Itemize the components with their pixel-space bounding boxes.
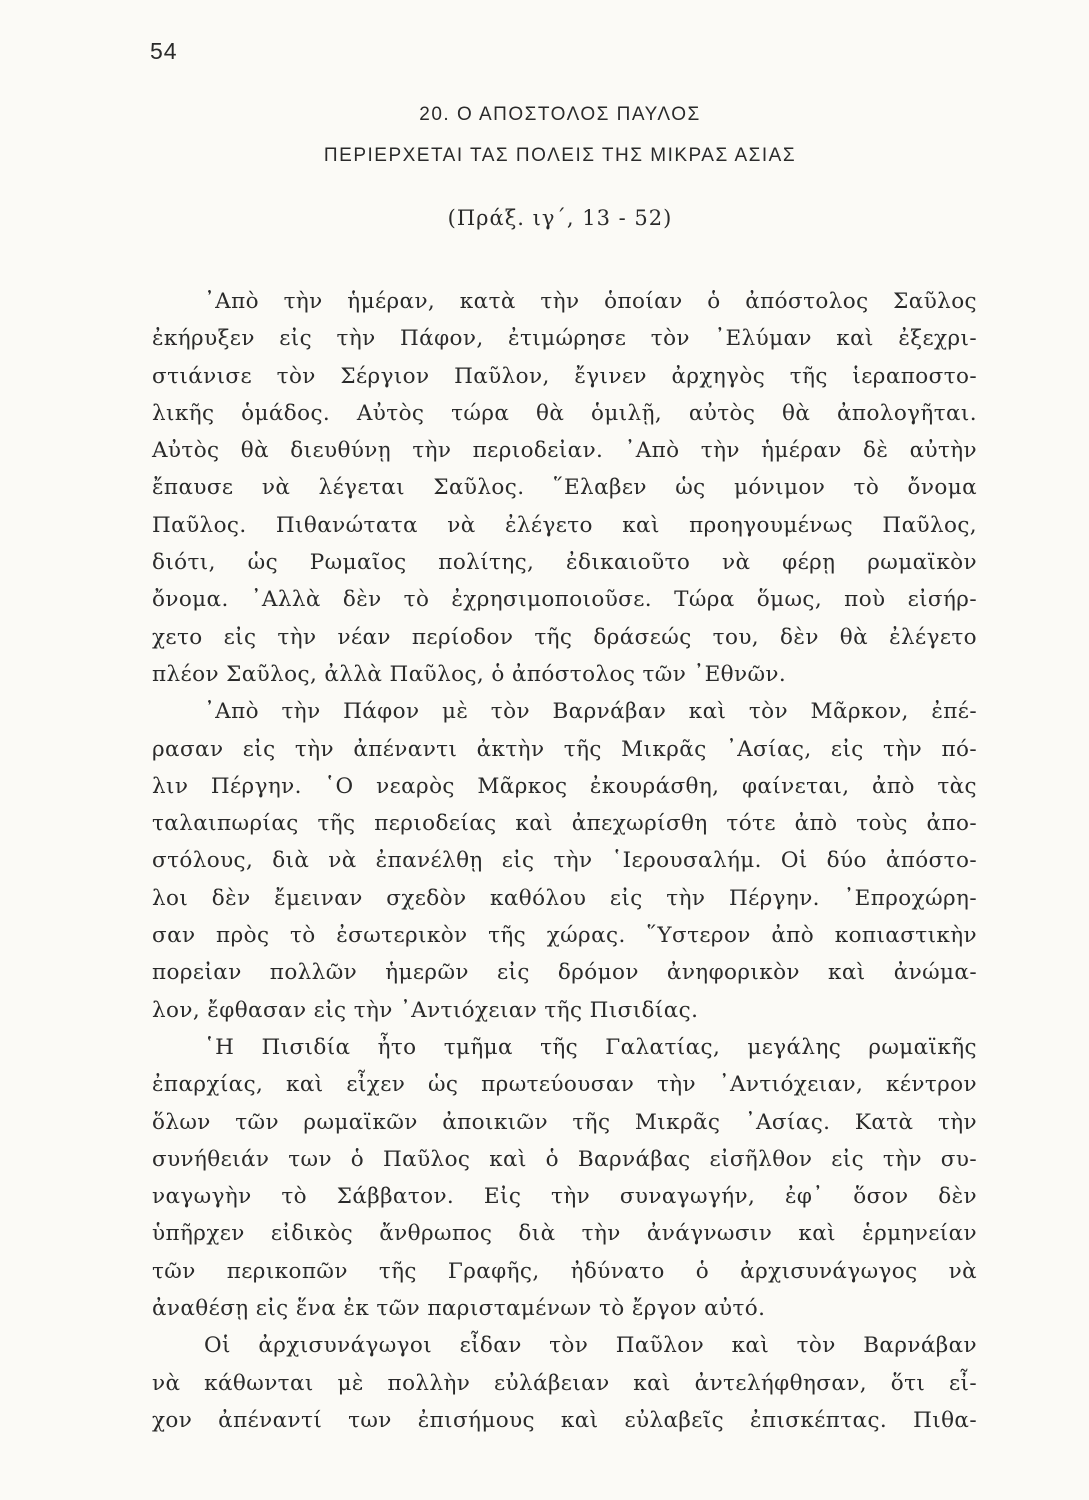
text-line: ταλαιπωρίας τῆς περιοδείας καὶ ἀπεχωρίσθη τότε ἀπὸ τοὺς ἀπο- bbox=[152, 811, 977, 837]
text-line: ἀναθέσῃ εἰς ἕνα ἐκ τῶν παρισταμένων τὸ ἔργον αὐτό. bbox=[152, 1296, 766, 1322]
text-line: χετο εἰς τὴν νέαν περίοδον τῆς δράσεώς του, δὲν θὰ ἐλέγετο bbox=[152, 624, 977, 650]
text-line: ᾿Απὸ τὴν Πάφον μὲ τὸν Βαρνάβαν καὶ τὸν Μᾶρκον, ἐπέ- bbox=[204, 699, 977, 725]
scripture-reference: (Πράξ. ιγ΄, 13 - 52) bbox=[447, 206, 673, 230]
text-line: πλέον Σαῦλος, ἀλλὰ Παῦλος, ὁ ἀπόστολος τῶν ᾿Εθνῶν. bbox=[152, 661, 787, 687]
text-line: συνήθειάν των ὁ Παῦλος καὶ ὁ Βαρνάβας εἰσῆλθον εἰς τὴν συ- bbox=[152, 1146, 977, 1172]
text-line: χον ἀπέναντί των ἐπισήμους καὶ εὐλαβεῖς ἐπισκέπτας. Πιθα- bbox=[152, 1407, 977, 1433]
text-line: ὄνομα. ᾿Αλλὰ δὲν τὸ ἐχρησιμοποιοῦσε. Τώρα ὅμως, ποὺ εἰσήρ- bbox=[152, 587, 977, 613]
text-line: ἐπαρχίας, καὶ εἶχεν ὡς πρωτεύουσαν τὴν ᾿Αντιόχειαν, κέντρον bbox=[152, 1072, 977, 1098]
text-line: νὰ κάθωνται μὲ πολλὴν εὐλάβειαν καὶ ἀντελήφθησαν, ὅτι εἶ- bbox=[152, 1370, 977, 1396]
text-line: λιν Πέργην. ῾Ο νεαρὸς Μᾶρκος ἐκουράσθη, φαίνεται, ἀπὸ τὰς bbox=[152, 773, 977, 799]
text-line: ἐκήρυξεν εἰς τὴν Πάφον, ἐτιμώρησε τὸν ᾿Ελύμαν καὶ ἐξεχρι- bbox=[152, 326, 977, 352]
text-line: διότι, ὡς Ρωμαῖος πολίτης, ἐδικαιοῦτο νὰ φέρῃ ρωμαϊκὸν bbox=[152, 550, 977, 576]
body-text bbox=[152, 283, 977, 1439]
text-line: στιάνισε τὸν Σέργιον Παῦλον, ἔγινεν ἀρχηγὸς τῆς ἱεραποστο- bbox=[152, 363, 977, 389]
text-line: στόλους, διὰ νὰ ἐπανέλθῃ εἰς τὴν ῾Ιερουσαλήμ. Οἱ δύο ἀπόστο- bbox=[152, 848, 977, 874]
text-line: τῶν περικοπῶν τῆς Γραφῆς, ἠδύνατο ὁ ἀρχισυνάγωγος νὰ bbox=[152, 1258, 977, 1284]
text-line: ὑπῆρχεν εἰδικὸς ἄνθρωπος διὰ τὴν ἀνάγνωσιν καὶ ἑρμηνείαν bbox=[152, 1221, 977, 1247]
text-line: λικῆς ὁμάδος. Αὐτὸς τώρα θὰ ὁμιλῇ, αὐτὸς θὰ ἀπολογῆται. bbox=[152, 400, 977, 426]
text-line: Οἱ ἀρχισυνάγωγοι εἶδαν τὸν Παῦλον καὶ τὸν Βαρνάβαν bbox=[204, 1333, 977, 1359]
text-line: λοι δὲν ἔμειναν σχεδὸν καθόλου εἰς τὴν Πέργην. ᾿Επροχώρη- bbox=[152, 885, 977, 911]
text-line: ῾Η Πισιδία ἦτο τμῆμα τῆς Γαλατίας, μεγάλης ρωμαϊκῆς bbox=[204, 1034, 977, 1060]
page-number: 54 bbox=[150, 38, 178, 64]
text-line: ναγωγὴν τὸ Σάββατον. Εἰς τὴν συναγωγήν, ἐφ᾿ ὅσον δὲν bbox=[152, 1184, 977, 1210]
text-line: ἔπαυσε νὰ λέγεται Σαῦλος. ῞Ελαβεν ὡς μόνιμον τὸ ὄνομα bbox=[152, 475, 977, 501]
chapter-title-line-1: 20. Ο ΑΠΟΣΤΟΛΟΣ ΠΑΥΛΟΣ bbox=[419, 104, 701, 125]
text-line: σαν πρὸς τὸ ἐσωτερικὸν τῆς χώρας. ῞Υστερον ἀπὸ κοπιαστικὴν bbox=[152, 923, 977, 949]
text-line: ᾿Απὸ τὴν ἡμέραν, κατὰ τὴν ὁποίαν ὁ ἀπόστολος Σαῦλος bbox=[204, 289, 977, 314]
text-line: πορεἰαν πολλῶν ἡμερῶν εἰς δρόμον ἀνηφορικὸν καὶ ἀνώμα- bbox=[152, 960, 977, 986]
text-line: λον, ἔφθασαν εἰς τὴν ᾿Αντιόχειαν τῆς Πισιδίας. bbox=[152, 997, 699, 1023]
text-line: ρασαν εἰς τὴν ἀπέναντι ἀκτὴν τῆς Μικρᾶς ᾿Ασίας, εἰς τὴν πό- bbox=[152, 736, 977, 762]
text-line: Αὐτὸς θὰ διευθύνῃ τὴν περιοδεἰαν. ᾿Απὸ τὴν ἡμέραν δὲ αὐτὴν bbox=[152, 438, 977, 464]
text-line: Παῦλος. Πιθανώτατα νὰ ἐλέγετο καὶ προηγουμένως Παῦλος, bbox=[152, 512, 977, 538]
chapter-title-line-2: ΠΕΡΙΕΡΧΕΤΑΙ ΤΑΣ ΠΟΛΕΙΣ ΤΗΣ ΜΙΚΡΑΣ ΑΣΙΑΣ bbox=[323, 145, 797, 166]
text-line: ὅλων τῶν ρωμαϊκῶν ἀποικιῶν τῆς Μικρᾶς ᾿Ασίας. Κατὰ τὴν bbox=[152, 1109, 977, 1135]
